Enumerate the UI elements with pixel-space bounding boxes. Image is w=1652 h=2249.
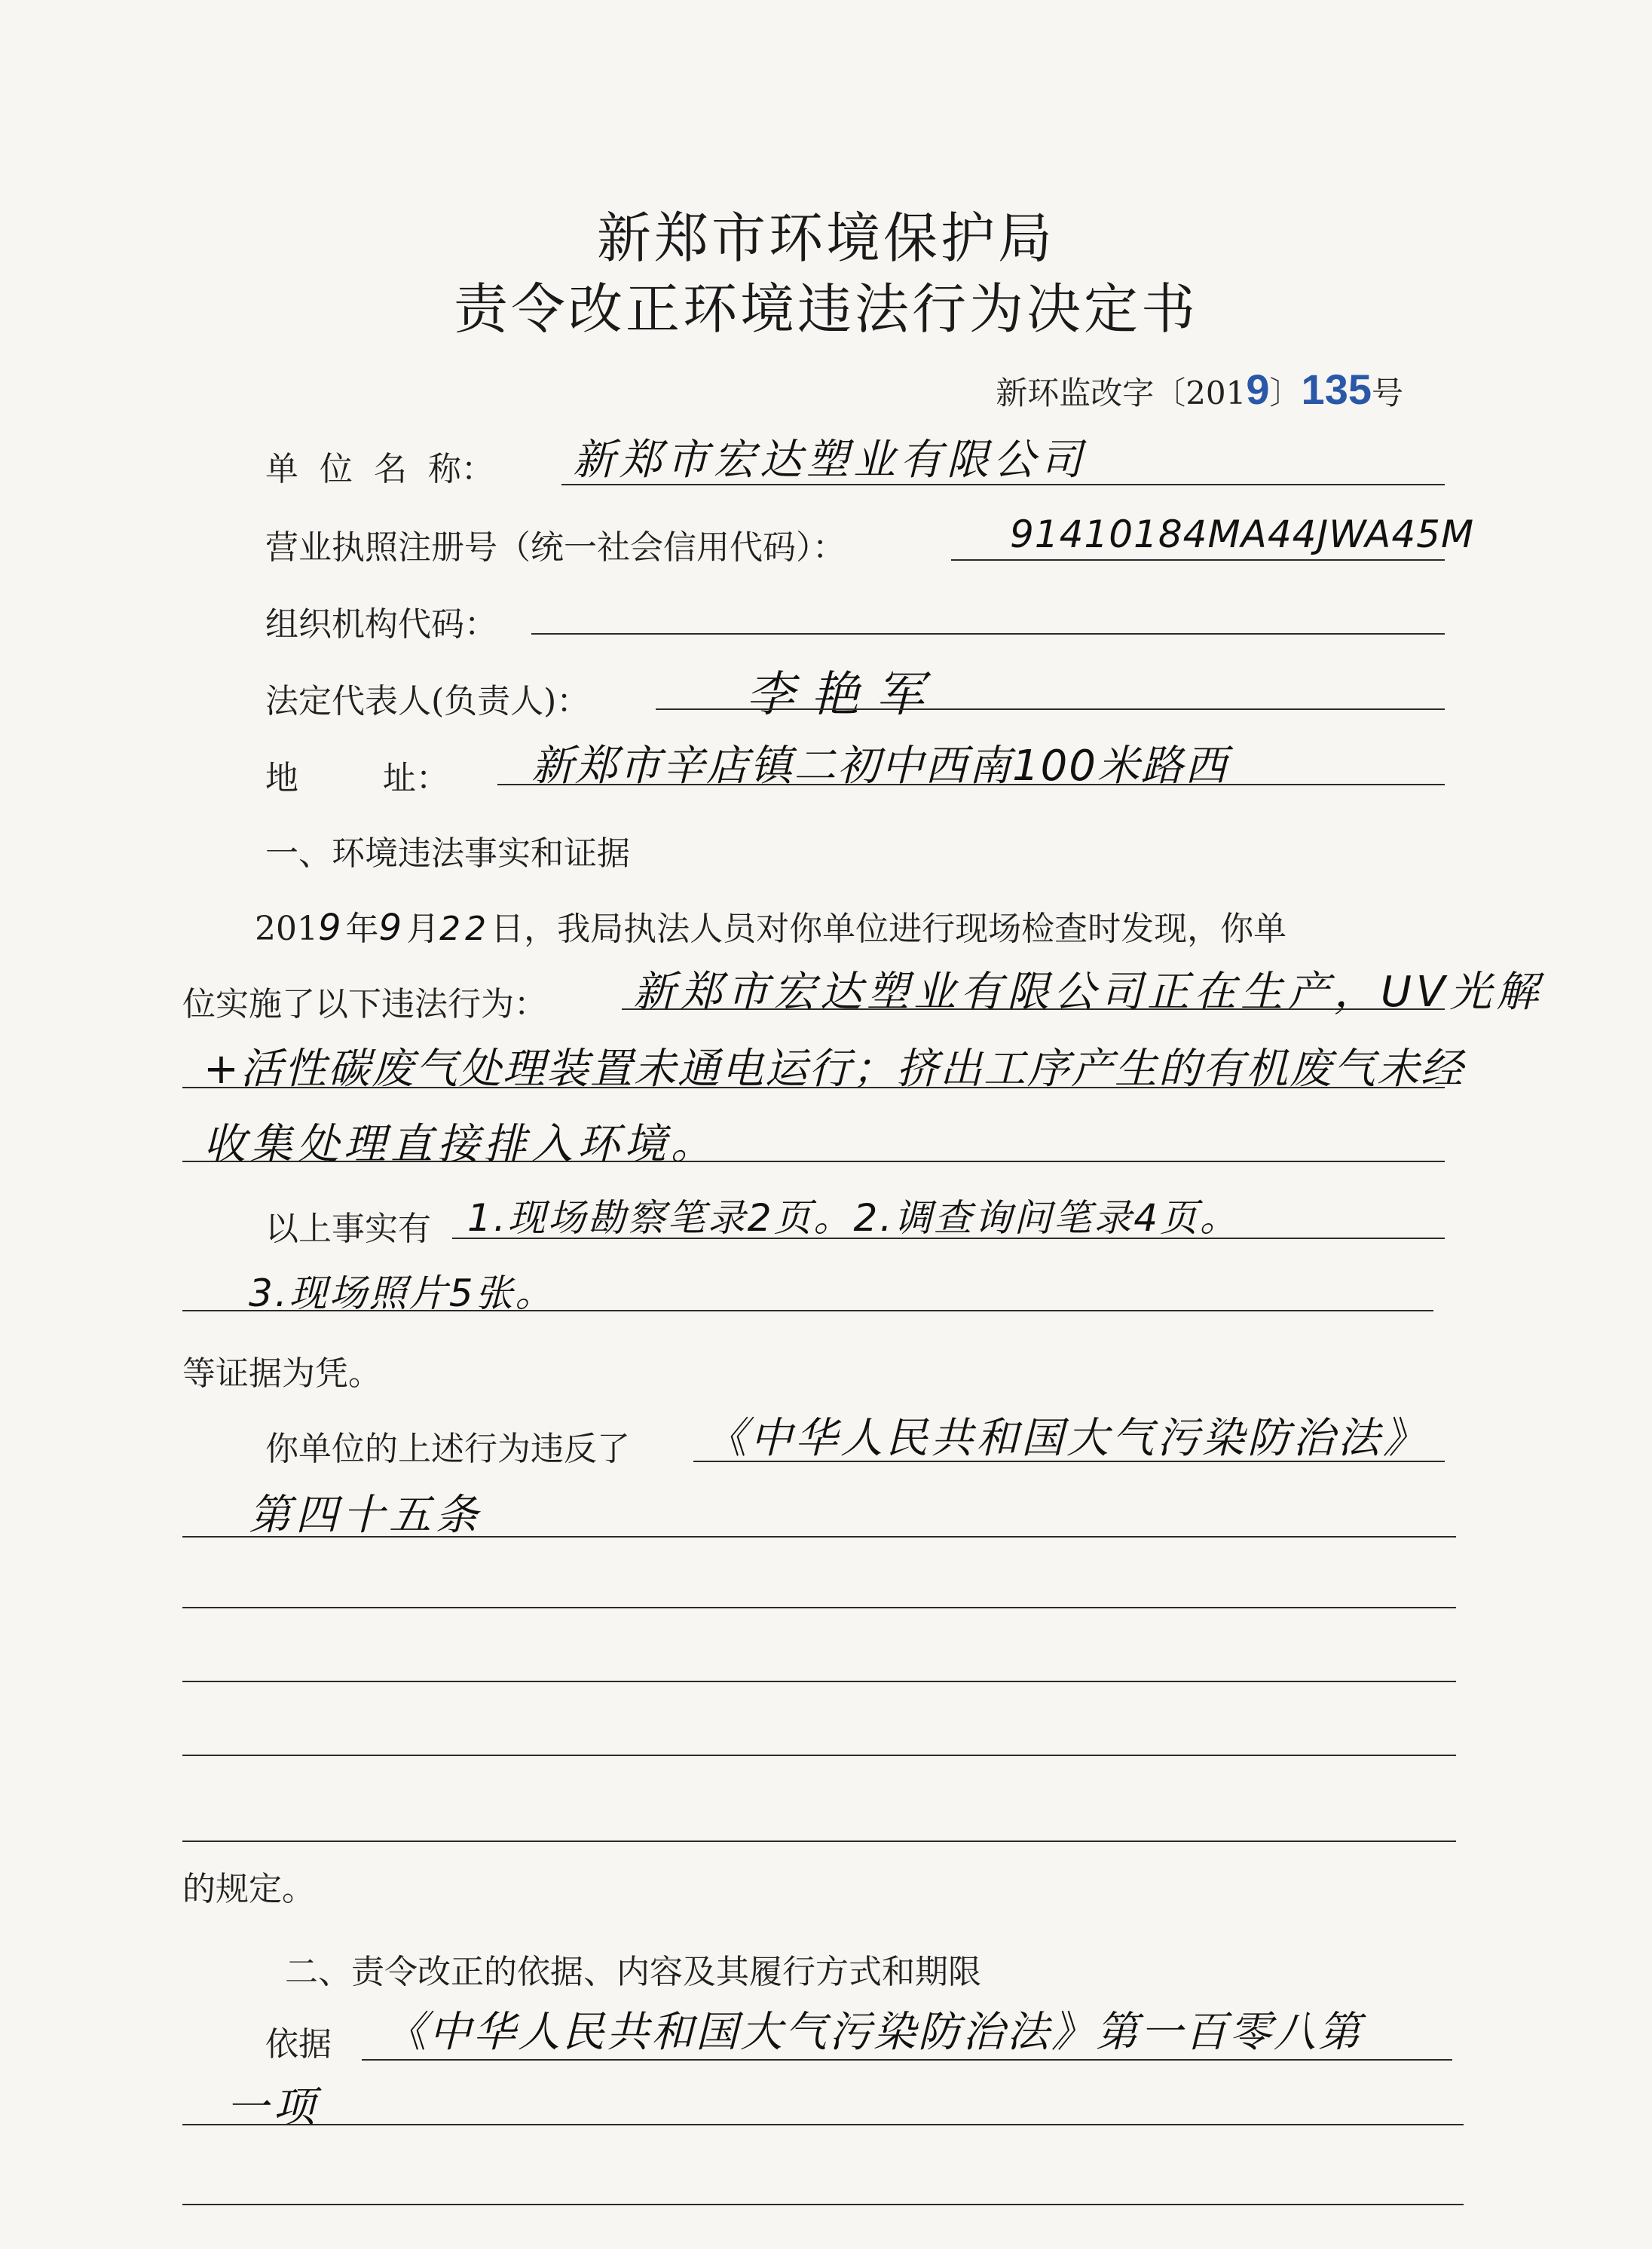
section2-heading: 二、责令改正的依据、内容及其履行方式和期限 xyxy=(285,1953,981,1991)
section1-heading: 一、环境违法事实和证据 xyxy=(265,834,630,873)
legal-rep-underline xyxy=(656,708,1445,710)
blank-line-3 xyxy=(182,1755,1456,1756)
evidence-underline-2 xyxy=(182,1310,1433,1311)
law-underline-2 xyxy=(182,1536,1456,1538)
violation-underline-2 xyxy=(182,1087,1445,1088)
date-year-char: 年 xyxy=(345,910,379,948)
date-day: 22 xyxy=(439,910,491,948)
evidence-suffix: 等证据为凭。 xyxy=(182,1354,381,1393)
violation-line-3: 收集处理直接排入环境。 xyxy=(203,1120,717,1169)
org-code-underline xyxy=(531,633,1445,635)
violation-underline-3 xyxy=(182,1161,1445,1162)
law-violated-line-2: 第四十五条 xyxy=(249,1491,482,1540)
doc-number-prefix: 新环监改字〔201 xyxy=(996,375,1247,412)
basis-underline-1 xyxy=(362,2059,1452,2061)
violation-line-2: +活性碳废气处理装置未通电运行；挤出工序产生的有机废气未经 xyxy=(203,1045,1464,1094)
date-year-digit: 9 xyxy=(317,907,346,949)
legal-rep-label: 法定代表人(负责人)： xyxy=(265,682,590,721)
date-month-char: 月 xyxy=(406,910,440,948)
document-title: 责令改正环境违法行为决定书 xyxy=(453,277,1198,341)
violation-underline-1 xyxy=(622,1008,1445,1010)
law-suffix: 的规定。 xyxy=(182,1870,315,1908)
unit-name-label: 单 位 名 称： xyxy=(265,450,494,488)
blank-line-4 xyxy=(182,1841,1456,1842)
unit-name-underline xyxy=(561,484,1445,485)
law-underline-1 xyxy=(693,1461,1445,1462)
doc-number-serial: 135 xyxy=(1301,366,1372,413)
law-violated-prefix: 你单位的上述行为违反了 xyxy=(265,1430,630,1468)
basis-line-2: 一项 xyxy=(226,2083,320,2132)
evidence-underline-1 xyxy=(452,1238,1445,1239)
unit-name-value: 新郑市宏达塑业有限公司 xyxy=(573,436,1087,485)
doc-number-bracket: 〕 xyxy=(1269,375,1302,412)
basis-line-1: 《中华人民共和国大气污染防治法》第一百零八第 xyxy=(384,2008,1363,2057)
evidence-prefix: 以上事实有 xyxy=(265,1210,431,1248)
document-number xyxy=(996,365,1403,414)
license-underline xyxy=(951,559,1445,561)
inspection-date-sentence xyxy=(255,901,1286,950)
license-value: 91410184MA44JWA45M xyxy=(1010,513,1475,556)
doc-number-suffix: 号 xyxy=(1371,375,1403,412)
blank-line-5 xyxy=(182,2204,1464,2205)
evidence-line-2: 3.现场照片5张。 xyxy=(249,1271,555,1315)
violation-line-1: 新郑市宏达塑业有限公司正在生产，UV光解 xyxy=(633,968,1543,1017)
basis-prefix: 依据 xyxy=(265,2025,332,2064)
violation-intro: 位实施了以下违法行为： xyxy=(182,985,547,1024)
document-title-authority: 新郑市环境保护局 xyxy=(596,207,1055,270)
doc-number-year-digit: 9 xyxy=(1246,366,1270,413)
basis-underline-2 xyxy=(182,2124,1464,2125)
address-value: 新郑市辛店镇二初中西南100米路西 xyxy=(531,742,1228,791)
law-violated-line-1: 《中华人民共和国大气污染防治法》 xyxy=(705,1414,1428,1463)
evidence-line-1: 1.现场勘察笔录2页。2.调查询问笔录4页。 xyxy=(467,1196,1241,1240)
date-year: 201 xyxy=(255,910,318,948)
license-label: 营业执照注册号（统一社会信用代码）： xyxy=(265,528,846,567)
date-month: 9 xyxy=(378,907,407,949)
blank-line-1 xyxy=(182,1607,1456,1608)
blank-line-2 xyxy=(182,1681,1456,1682)
legal-rep-value: 李艳军 xyxy=(746,667,941,723)
date-rest: 日，我局执法人员对你单位进行现场检查时发现，你单 xyxy=(491,910,1287,948)
address-underline xyxy=(497,784,1445,785)
org-code-label: 组织机构代码： xyxy=(265,605,497,644)
address-label: 地 址： xyxy=(265,759,449,797)
